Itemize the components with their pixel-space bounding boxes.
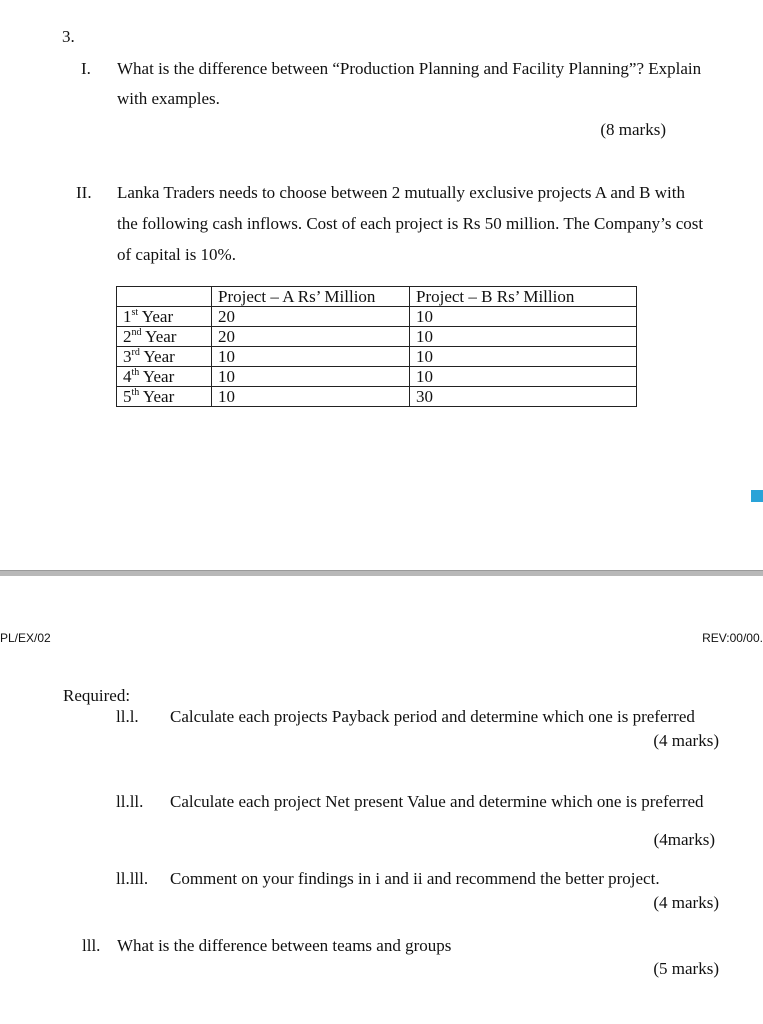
part-1-marks: (8 marks): [600, 120, 666, 139]
project-a-cell: 10: [212, 387, 410, 407]
item-2-text: Calculate each project Net present Value and determine which one is preferred: [170, 792, 704, 811]
footer-doc-code: PL/EX/02: [0, 631, 51, 645]
project-b-cell: 10: [410, 307, 637, 327]
part-1-question-line-2: with examples.: [117, 89, 220, 108]
part-1-question-line-1: What is the difference between “Production Planning and Facility Planning”? Explain: [117, 59, 702, 78]
table-row: [117, 347, 637, 367]
cash-flow-table: [116, 286, 637, 407]
item-2-numeral: ll.ll.: [116, 792, 144, 811]
part-2-question-line-1: Lanka Traders needs to choose between 2 mutually exclusive projects A and B with: [117, 183, 685, 202]
required-label: Required:: [63, 686, 131, 705]
table-row: [117, 387, 637, 407]
year-cell: 2nd Year: [117, 327, 212, 347]
project-a-cell: 20: [212, 307, 410, 327]
project-b-cell: 10: [410, 347, 637, 367]
project-b-cell: 30: [410, 387, 637, 407]
footer-revision: REV:00/00.: [702, 631, 763, 645]
part-3-question: What is the difference between teams and groups: [117, 936, 452, 955]
part-2-numeral: II.: [76, 183, 92, 202]
table-header-cell: Project – A Rs’ Million: [212, 287, 410, 307]
project-a-cell: 20: [212, 327, 410, 347]
project-b-cell: 10: [410, 327, 637, 347]
table-header-row: [117, 287, 637, 307]
item-3-text: Comment on your findings in i and ii and recommend the better project.: [170, 869, 660, 888]
year-cell: 5th Year: [117, 387, 212, 407]
table-row: [117, 307, 637, 327]
part-2-question-line-3: of capital is 10%.: [117, 245, 236, 264]
project-a-cell: 10: [212, 347, 410, 367]
item-3-marks: (4 marks): [653, 893, 719, 912]
part-1-numeral: I.: [81, 59, 91, 78]
year-cell: 3rd Year: [117, 347, 212, 367]
project-a-cell: 10: [212, 367, 410, 387]
question-number: 3.: [62, 27, 75, 46]
part-3-numeral: lll.: [82, 936, 101, 955]
item-1-numeral: ll.l.: [116, 707, 139, 726]
item-1-marks: (4 marks): [653, 731, 719, 750]
scroll-marker: [751, 490, 763, 502]
project-b-cell: 10: [410, 367, 637, 387]
table-header-cell: [117, 287, 212, 307]
year-cell: 4th Year: [117, 367, 212, 387]
part-2-question-line-2: the following cash inflows. Cost of each project is Rs 50 million. The Company’s cost: [117, 214, 704, 233]
table-row: [117, 327, 637, 347]
table-header-cell: Project – B Rs’ Million: [410, 287, 637, 307]
table-row: [117, 367, 637, 387]
item-1-text: Calculate each projects Payback period and determine which one is preferred: [170, 707, 695, 726]
item-2-marks: (4marks): [653, 830, 715, 849]
part-3-marks: (5 marks): [653, 959, 719, 978]
page-divider: [0, 570, 763, 576]
item-3-numeral: ll.lll.: [116, 869, 149, 888]
year-cell: 1st Year: [117, 307, 212, 327]
